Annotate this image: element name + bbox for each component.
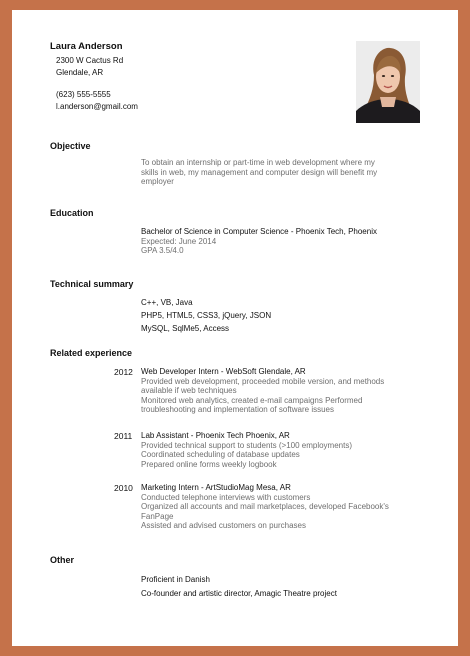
job-year: 2011 xyxy=(114,431,133,441)
objective-heading: Objective xyxy=(50,141,91,151)
other-item: Proficient in Danish xyxy=(141,575,210,584)
address-line-1: 2300 W Cactus Rd xyxy=(56,56,124,65)
phone-number: (623) 555-5555 xyxy=(56,90,111,99)
objective-line: employer xyxy=(141,177,174,186)
other-item: Co-founder and artistic director, Amagic Theatre project xyxy=(141,588,337,598)
resume-page xyxy=(12,10,458,646)
other-heading: Other xyxy=(50,555,75,565)
candidate-name: Laura Anderson xyxy=(50,41,123,52)
job-detail: Conducted telephone interviews with customers xyxy=(141,492,311,502)
job-entry xyxy=(141,483,421,531)
job-detail: Monitored web analytics, created e-mail campaigns Performed xyxy=(141,395,363,405)
job-detail: Assisted and advised customers on purchases xyxy=(141,521,306,530)
objective-text xyxy=(141,158,421,187)
address-block xyxy=(56,55,123,78)
skill-line: C++, VB, Java xyxy=(141,298,193,307)
job-entry xyxy=(141,431,421,469)
education-heading: Education xyxy=(50,208,94,218)
technical-heading: Technical summary xyxy=(50,279,134,289)
job-detail: FanPage xyxy=(141,511,174,521)
graduation-date: Expected: June 2014 xyxy=(141,236,217,246)
job-year: 2012 xyxy=(114,367,133,377)
education-text xyxy=(141,227,421,256)
job-detail: Organized all accounts and mail marketplaces, developed Facebook's xyxy=(141,502,389,511)
job-detail: Provided web development, proceeded mobile version, and methods xyxy=(141,376,385,386)
job-detail: troubleshooting and implementation of software issues xyxy=(141,405,334,414)
skill-line: MySQL, SqlMe5, Access xyxy=(141,324,230,333)
job-detail: available if web techniques xyxy=(141,386,237,395)
skill-line: PHP5, HTML5, CSS3, jQuery, JSON xyxy=(141,311,272,320)
job-detail: Prepared online forms weekly logbook xyxy=(141,459,277,469)
gpa-line: GPA 3.5/4.0 xyxy=(141,246,184,255)
job-entry xyxy=(141,367,421,415)
job-detail: Provided technical support to students (>100 employments) xyxy=(141,440,353,450)
job-detail: Coordinated scheduling of database updates xyxy=(141,450,300,459)
profile-photo xyxy=(356,41,420,123)
experience-heading: Related experience xyxy=(50,348,133,358)
contact-block xyxy=(56,89,138,112)
objective-line: To obtain an internship or part-time in web development where my xyxy=(141,158,375,167)
job-title: Lab Assistant - Phoenix Tech Phoenix, AR xyxy=(141,431,290,440)
objective-line: skills in web, my management and computer design will benefit my xyxy=(141,167,378,177)
degree-line: Bachelor of Science in Computer Science - Phoenix Tech, Phoenix xyxy=(141,227,377,236)
technical-list xyxy=(141,296,421,335)
other-list xyxy=(141,573,421,600)
job-year: 2010 xyxy=(114,483,133,493)
job-title: Marketing Intern - ArtStudioMag Mesa, AR xyxy=(141,483,291,492)
job-title: Web Developer Intern - WebSoft Glendale, AR xyxy=(141,367,306,376)
email-address: l.anderson@gmail.com xyxy=(56,101,138,111)
portrait-image xyxy=(356,41,420,123)
address-line-2: Glendale, AR xyxy=(56,67,104,77)
